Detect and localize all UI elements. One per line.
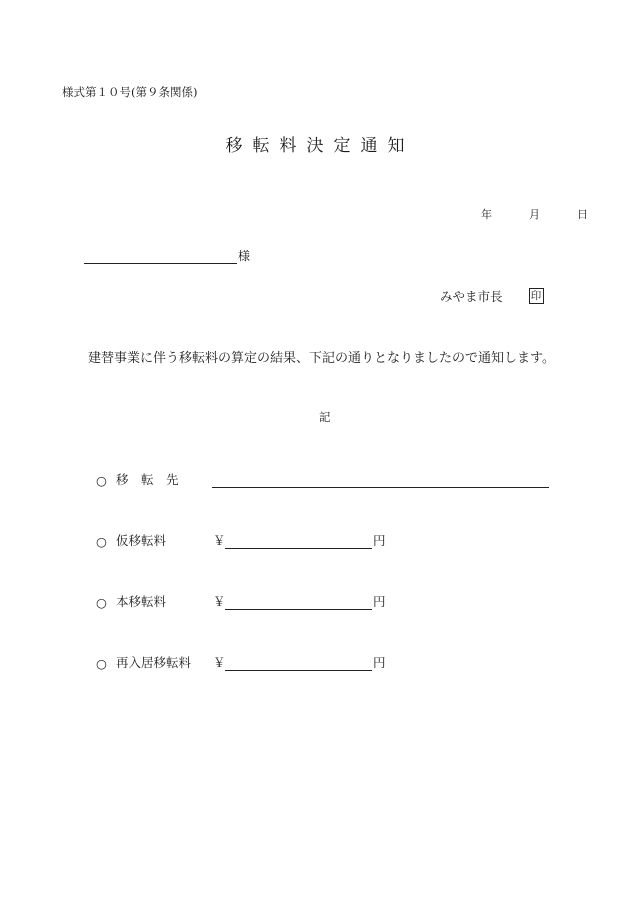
item-temporary-fee: [96, 531, 386, 549]
yen-suffix: 円: [373, 655, 386, 670]
item-reentry-fee: [96, 653, 386, 671]
item-bullet: ○: [96, 595, 107, 610]
addressee: [84, 247, 250, 264]
item-bullet: ○: [96, 473, 107, 488]
item-bullet: ○: [96, 534, 107, 549]
yen-sign: ￥: [213, 594, 226, 609]
amount-line: [225, 534, 372, 549]
destination-line: [212, 473, 549, 488]
yen-sign: ￥: [213, 533, 226, 548]
form-number: 様式第１０号(第９条関係): [62, 85, 198, 99]
item-bullet: ○: [96, 656, 107, 671]
amount-line: [225, 656, 372, 671]
item-main-fee: [96, 592, 386, 610]
ki-heading: 記: [319, 410, 331, 424]
yen-sign: ￥: [213, 655, 226, 670]
date-day-label: 日: [577, 208, 588, 221]
yen-suffix: 円: [373, 594, 386, 609]
date-month-label: 月: [529, 208, 540, 221]
amount-line: [225, 595, 372, 610]
item-label: 仮移転料: [116, 533, 167, 548]
yen-suffix: 円: [373, 533, 386, 548]
issuer: [440, 287, 544, 305]
body-text: 建替事業に伴う移転料の算定の結果、下記の通りとなりましたので通知します。: [88, 351, 555, 366]
item-label: 本移転料: [116, 594, 167, 609]
addressee-name-line: [84, 249, 237, 264]
item-label: 移 転 先: [116, 472, 179, 487]
addressee-suffix: 様: [238, 249, 251, 263]
issuer-name: みやま市長: [440, 289, 503, 304]
document-title: 移転料決定通知: [225, 136, 415, 156]
item-label: 再入居移転料: [116, 655, 192, 670]
date-line: [481, 206, 588, 222]
seal-mark: 印: [529, 288, 544, 304]
date-year-label: 年: [481, 208, 492, 221]
item-destination: [96, 470, 549, 488]
